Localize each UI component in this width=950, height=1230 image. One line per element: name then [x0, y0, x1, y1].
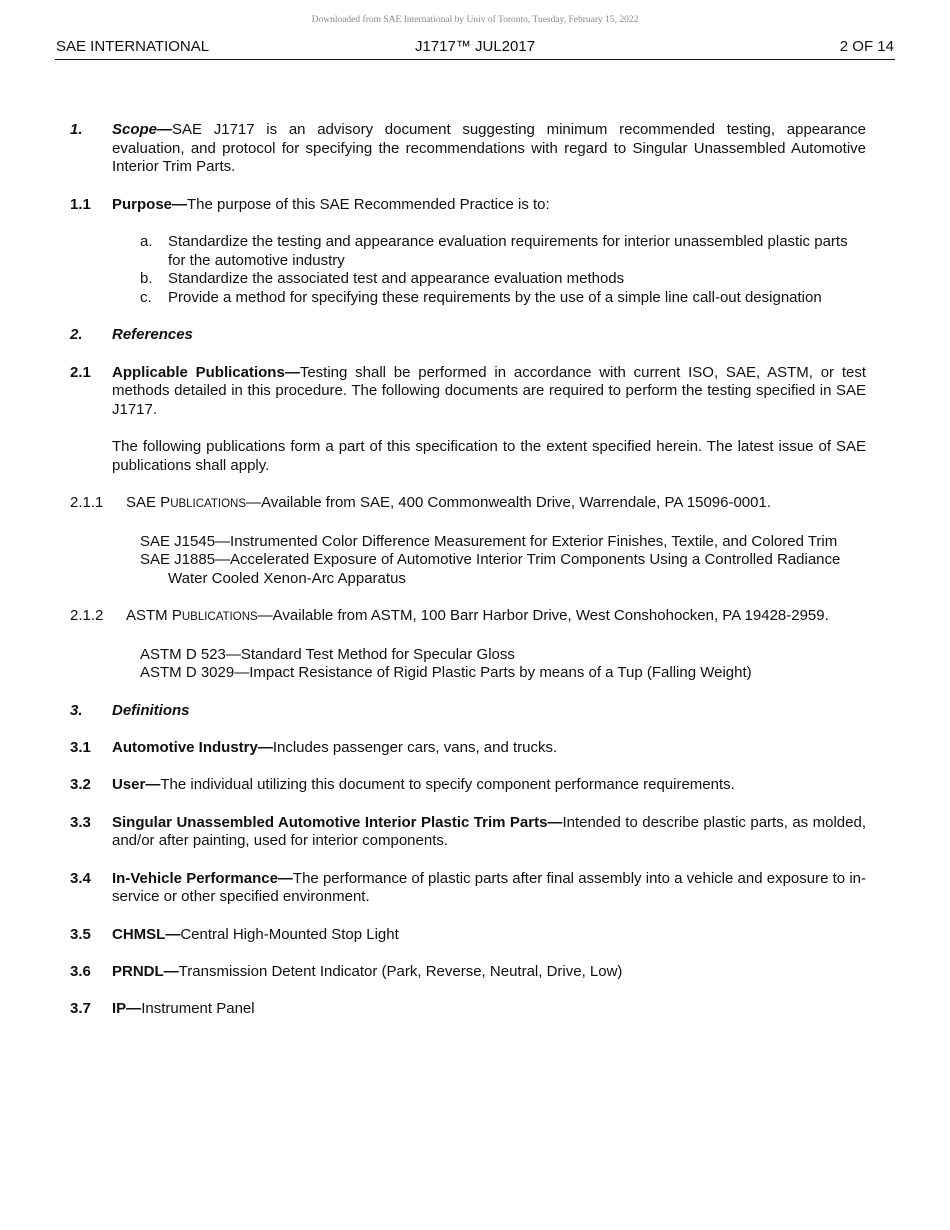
- list-item: [140, 233, 866, 270]
- definition-text: [112, 814, 866, 851]
- section-body: Testing shall be performed in accordance with current ISO, SAE, ASTM, or test methods detailed in this procedure. The following documents are required to perform the testing specified in SAE J1717.: [112, 363, 866, 419]
- section-title-smallcaps: UBLICATIONS: [181, 611, 258, 624]
- definition-text: [112, 926, 866, 945]
- section-references: [70, 326, 866, 345]
- section-text: [126, 494, 866, 514]
- definition-term: Singular Unassembled Automotive Interior Plastic Trim Parts—: [112, 813, 563, 831]
- definition-body: The individual utilizing this document to specify component performance requirements.: [160, 776, 735, 794]
- definition-item: [70, 870, 866, 907]
- header-document-id: J1717™ JUL2017: [414, 38, 536, 55]
- astm-reference-list: [140, 646, 866, 683]
- definition-term: IP—: [112, 1000, 142, 1018]
- section-number: 2.: [70, 326, 83, 344]
- definition-text: [112, 739, 866, 758]
- section-title-smallcaps: UBLICATIONS: [170, 498, 247, 511]
- section-title: Applicable Publications—: [112, 363, 300, 381]
- definition-number: 3.4: [70, 869, 91, 887]
- list-item-label: c.: [140, 289, 152, 307]
- section-scope: [70, 121, 866, 177]
- definition-text: [112, 963, 866, 982]
- header-organization: SAE INTERNATIONAL: [56, 38, 210, 55]
- definition-text: [112, 776, 866, 795]
- definition-item: [70, 963, 866, 982]
- purpose-list: [140, 233, 866, 308]
- definition-term: PRNDL—: [112, 962, 179, 980]
- definition-body: Intended to describe plastic parts, as molded, and/or after painting, used for interior components.: [112, 813, 866, 850]
- section-title: References: [112, 326, 193, 344]
- reference-item: ASTM D 523—Standard Test Method for Specular Gloss: [140, 645, 515, 663]
- sae-reference-list: [140, 533, 866, 589]
- reference-item: ASTM D 3029—Impact Resistance of Rigid Plastic Parts by means of a Tup (Falling Weight): [140, 664, 752, 682]
- definition-term: Automotive Industry—: [112, 739, 273, 756]
- definition-number: 3.2: [70, 776, 91, 794]
- section-sae-publications: [70, 494, 866, 514]
- definition-term: User—: [112, 776, 161, 794]
- section-text: [112, 196, 866, 215]
- section-text: [126, 607, 866, 627]
- section-number: 1.: [70, 121, 83, 138]
- section-title: Purpose—: [112, 195, 188, 213]
- definition-item: [70, 739, 866, 758]
- section-number: 2.1: [70, 363, 91, 381]
- section-title: Definitions: [112, 701, 190, 719]
- list-item: [140, 270, 866, 289]
- definition-item: [70, 814, 866, 851]
- download-watermark: Downloaded from SAE International by Univ of Toronto, Tuesday, February 15, 2022: [311, 15, 639, 25]
- section-definitions: [70, 702, 866, 721]
- section-astm-publications: [70, 607, 866, 627]
- definition-item: [70, 776, 866, 795]
- definition-number: 3.1: [70, 739, 91, 756]
- section-body: The purpose of this SAE Recommended Practice is to:: [187, 195, 550, 213]
- definition-body: Transmission Detent Indicator (Park, Reverse, Neutral, Drive, Low): [178, 962, 623, 980]
- definition-term: CHMSL—: [112, 925, 181, 943]
- section-text: [112, 121, 866, 177]
- reference-item: SAE J1545—Instrumented Color Difference Measurement for Exterior Finishes, Textile, and Colored Trim: [140, 532, 838, 550]
- definition-body: Includes passenger cars, vans, and trucks.: [272, 739, 558, 756]
- definition-body: Instrument Panel: [141, 1000, 255, 1018]
- list-item: [140, 289, 866, 308]
- section-text: [112, 364, 866, 476]
- section-body: —Available from SAE, 400 Commonwealth Drive, Warrendale, PA 15096-0001.: [246, 494, 772, 512]
- header-page-number: 2 OF 14: [839, 38, 894, 55]
- definition-body: Central High-Mounted Stop Light: [180, 925, 399, 943]
- section-applicable-publications: [70, 364, 866, 476]
- section-title: SAE P: [126, 494, 171, 512]
- section-paragraph: The following publications form a part of this specification to the extent specified herein. The latest issue of SAE publications shall apply.: [112, 438, 866, 475]
- definition-item: [70, 1000, 866, 1019]
- section-title: ASTM P: [126, 607, 182, 625]
- definition-item: [70, 926, 866, 945]
- section-body: SAE J1717 is an advisory document suggesting minimum recommended testing, appearance evaluation, and protocol for specifying the recommendations with regard to Singular Unassembled Automotive Interior Trim Parts.: [112, 121, 866, 176]
- list-item-text: Standardize the associated test and appearance evaluation methods: [168, 270, 625, 288]
- list-item-label: a.: [140, 233, 153, 250]
- list-item-text: Standardize the testing and appearance evaluation requirements for interior unassembled plastic parts for the automotive industry: [168, 233, 848, 269]
- definition-number: 3.3: [70, 813, 91, 831]
- section-purpose: [70, 196, 866, 215]
- definition-term: In-Vehicle Performance—: [112, 869, 293, 887]
- definition-body: The performance of plastic parts after final assembly into a vehicle and exposure to in-service or other specified environment.: [112, 869, 866, 906]
- document-body: [70, 121, 866, 1019]
- list-item-text: Provide a method for specifying these requirements by the use of a simple line call-out designation: [168, 289, 822, 307]
- reference-item: SAE J1885—Accelerated Exposure of Automotive Interior Trim Components Using a Controlled Radiance Water Cooled Xenon-Arc Apparatus: [140, 551, 841, 588]
- section-body: —Available from ASTM, 100 Barr Harbor Drive, West Conshohocken, PA 19428-2959.: [257, 607, 829, 625]
- definition-number: 3.6: [70, 962, 91, 980]
- definition-number: 3.7: [70, 1000, 91, 1018]
- section-title: Scope—: [112, 121, 173, 138]
- definition-text: [112, 1000, 866, 1019]
- section-number: 2.1.1: [70, 494, 104, 512]
- definition-text: [112, 870, 866, 907]
- page-header: [55, 38, 895, 60]
- section-number: 2.1.2: [70, 607, 104, 625]
- definition-number: 3.5: [70, 925, 91, 943]
- section-number: 3.: [70, 701, 83, 719]
- section-number: 1.1: [70, 195, 91, 213]
- list-item-label: b.: [140, 270, 153, 288]
